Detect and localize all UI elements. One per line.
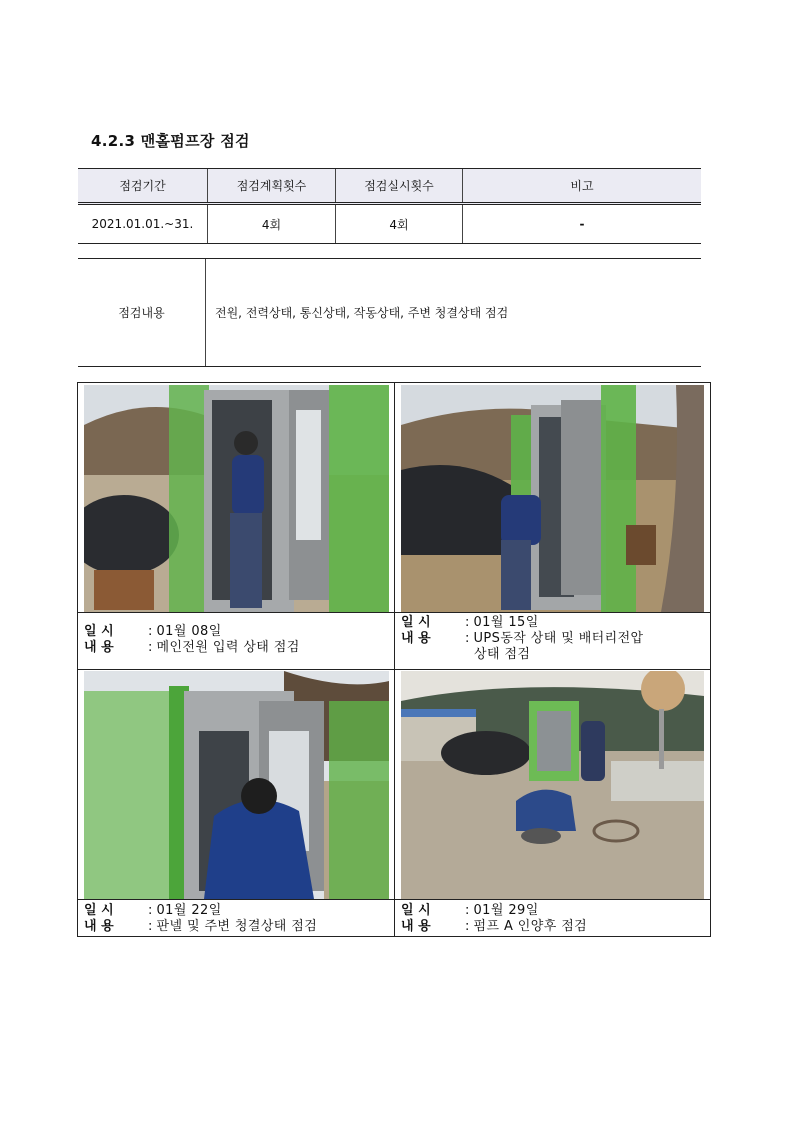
photo-caption-4: 일 시 : 01월 29일 내 용 : 펌프 A 인양후 점검 [401,903,588,934]
caption-date: 01월 29일 [473,903,539,918]
caption-content-label: 내 용 [84,919,114,934]
grid-divider [78,899,710,900]
table-row [78,204,701,244]
caption-content: UPS동작 상태 및 배터리전압 [473,631,644,646]
inspection-summary-table [78,168,701,244]
cell-period: 2021.01.01.~31. [78,204,208,244]
caption-date: 01월 08일 [156,624,222,639]
inspection-content-label: 점검내용 [78,259,206,366]
inspection-photo-4 [401,671,704,899]
photo-grid [77,382,711,937]
caption-date-label: 일 시 [401,903,431,918]
caption-date-label: 일 시 [401,615,431,630]
photo-caption-2: 일 시 : 01월 15일 내 용 : UPS동작 상태 및 배터리전압 상태 점검 [401,615,644,662]
header-remarks: 비고 [463,169,702,204]
caption-date: 01월 22일 [156,903,222,918]
cell-planned-count: 4회 [208,204,336,244]
caption-content-label: 내 용 [84,640,114,655]
grid-divider [78,669,710,670]
caption-content-line2: 상태 점검 [474,647,531,662]
caption-date-label: 일 시 [84,903,114,918]
cell-remarks: - [463,204,702,244]
caption-date-label: 일 시 [84,624,114,639]
caption-content-label: 내 용 [401,631,431,646]
photo-caption-1: 일 시 : 01월 08일 내 용 : 메인전원 입력 상태 점검 [84,624,300,655]
caption-content: 판넬 및 주변 청결상태 점검 [156,919,318,934]
header-planned-count: 점검계획횟수 [208,169,336,204]
header-period: 점검기간 [78,169,208,204]
caption-content: 펌프 A 인양후 점검 [473,919,588,934]
inspection-content-text: 전원, 전력상태, 통신상태, 작동상태, 주변 청결상태 점검 [215,306,509,320]
inspection-photo-3 [84,671,389,899]
section-title: 4.2.3 맨홀펌프장 점검 [91,132,250,150]
inspection-photo-2 [401,385,704,612]
inspection-content-box [78,258,701,367]
grid-divider [78,612,710,613]
caption-content: 메인전원 입력 상태 점검 [156,640,300,655]
table-header-row [78,169,701,204]
cell-actual-count: 4회 [336,204,463,244]
header-actual-count: 점검실시횟수 [336,169,463,204]
caption-content-label: 내 용 [401,919,431,934]
caption-date: 01월 15일 [473,615,539,630]
inspection-photo-1 [84,385,389,612]
photo-caption-3: 일 시 : 01월 22일 내 용 : 판넬 및 주변 청결상태 점검 [84,903,318,934]
